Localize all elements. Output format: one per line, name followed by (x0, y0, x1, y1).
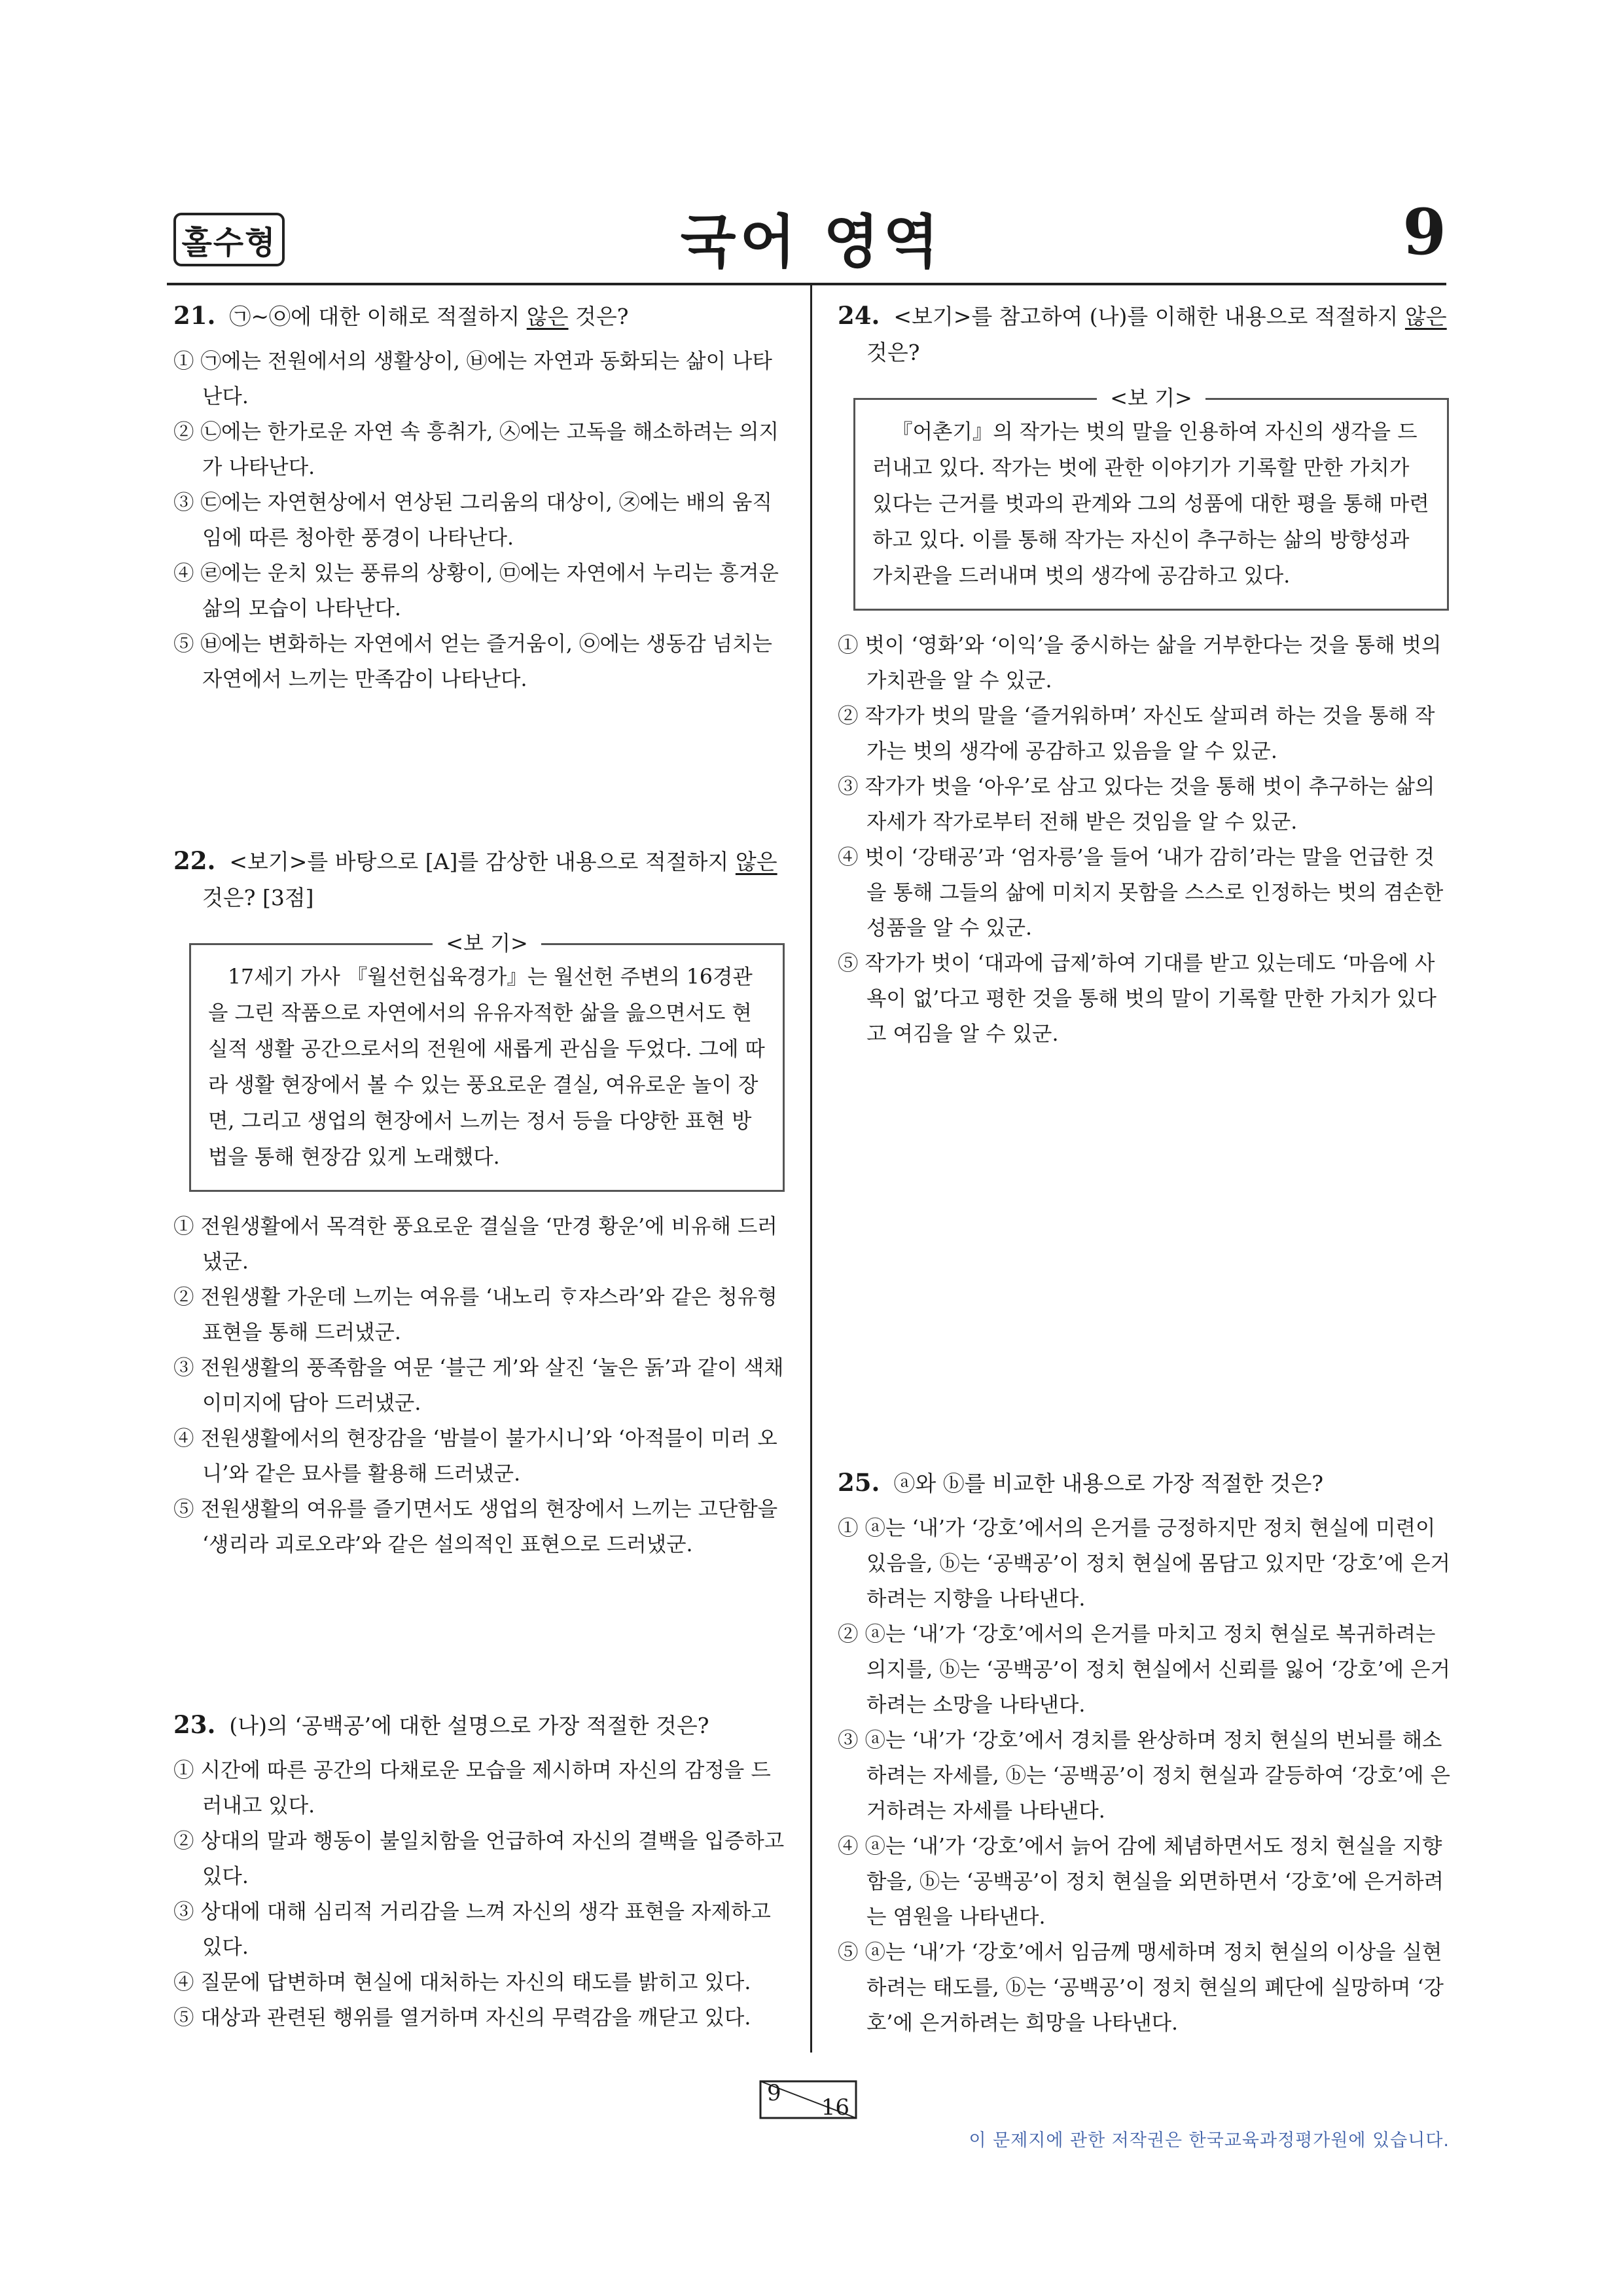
page-title: 국어 영역 (680, 208, 943, 276)
emphasis-not: 않은 (735, 849, 777, 874)
reference-box-label: <보 기> (433, 931, 541, 956)
option-1[interactable]: ① ⓐ는 ‘내’가 ‘강호’에서의 은거를 긍정하지만 정치 현실에 미련이 있음을, ⓑ는 ‘공백공’이 정치 현실에 몸담고 있지만 ‘강호’에 은거하려는 지향을 나타낸다. (838, 1516, 1450, 1611)
form-type-badge: 홀수형 (173, 213, 285, 266)
header-rule (167, 283, 1446, 285)
reference-box-label: <보 기> (1097, 386, 1205, 410)
option-list (173, 1209, 789, 1562)
question-stem: 24. <보기>를 참고하여 (나)를 이해한 내용으로 적절하지 않은 것은? (838, 301, 1447, 365)
question-stem: 21. ㉠~㉧에 대한 이해로 적절하지 않은 것은? (173, 301, 629, 330)
option-1[interactable]: ① 시간에 따른 공간의 다채로운 모습을 제시하며 자신의 감정을 드러내고 있다. (173, 1759, 771, 1818)
reference-box-text: 『어촌기』의 작가는 벗의 말을 인용하여 자신의 생각을 드러내고 있다. 작가는 벗에 관한 이야기가 기록할 만한 가치가 있다는 근거를 벗과의 관계와 그의 성품에 대한 평을 통해 마련하고 있다. 이를 통해 작가는 자신이 추구하는 삶의 방향성과 가치관을 드러내며 벗의 생각에 공감하고 있다. (872, 420, 1429, 588)
option-3[interactable]: ③ ⓐ는 ‘내’가 ‘강호’에서 경치를 완상하며 정치 현실의 번뇌를 해소하려는 자세를, ⓑ는 ‘공백공’이 정치 현실과 갈등하여 ‘강호’에 은거하려는 자세를 나타낸다. (838, 1729, 1450, 1823)
emphasis-not: 않은 (1404, 304, 1447, 329)
option-5[interactable]: ⑤ ㉥에는 변화하는 자연에서 얻는 즐거움이, ㉧에는 생동감 넘치는 자연에서 느끼는 만족감이 나타난다. (173, 632, 772, 691)
question-21 (173, 298, 789, 697)
question-number: 24. (838, 301, 880, 330)
option-1[interactable]: ① 전원생활에서 목격한 풍요로운 결실을 ‘만경 황운’에 비유해 드러냈군. (173, 1215, 777, 1274)
reference-box-text: 17세기 가사 『월선헌십육경가』는 월선헌 주변의 16경관을 그린 작품으로 자연에서의 유유자적한 삶을 읊으면서도 현실적 생활 공간으로서의 전원에 새롭게 관심을 두었다. 그에 따라 생활 현장에서 볼 수 있는 풍요로운 결실, 여유로운 놀이 장면, 그리고 생업의 현장에서 느끼는 정서 등을 다양한 표현 방법을 통해 현장감 있게 노래했다. (208, 965, 765, 1169)
option-4[interactable]: ④ 질문에 답변하며 현실에 대처하는 자신의 태도를 밝히고 있다. (173, 1971, 751, 1994)
column-divider (810, 285, 812, 2053)
option-5[interactable]: ⑤ 대상과 관련된 행위를 열거하며 자신의 무력감을 깨닫고 있다. (173, 2006, 751, 2030)
question-22 (173, 843, 789, 1562)
option-4[interactable]: ④ 전원생활에서의 현장감을 ‘밤블이 불가시니’와 ‘아적믈이 미러 오니’와 같은 묘사를 활용해 드러냈군. (173, 1427, 777, 1486)
emphasis-not: 않은 (526, 304, 569, 329)
footer-page-current: 9 (767, 2080, 781, 2106)
question-stem: 25. ⓐ와 ⓑ를 비교한 내용으로 가장 적절한 것은? (838, 1468, 1324, 1497)
reference-box (853, 386, 1449, 611)
option-list (173, 344, 789, 697)
question-23 (173, 1707, 789, 2036)
question-stem: 23. (나)의 ‘공백공’에 대한 설명으로 가장 적절한 것은? (173, 1710, 709, 1739)
option-3[interactable]: ③ ㉢에는 자연현상에서 연상된 그리움의 대상이, ㉨에는 배의 움직임에 따른 청아한 풍경이 나타난다. (173, 491, 772, 550)
option-3[interactable]: ③ 상대에 대해 심리적 거리감을 느껴 자신의 생각 표현을 자제하고 있다. (173, 1900, 771, 1959)
option-3[interactable]: ③ 전원생활의 풍족함을 여문 ‘블근 게’와 살진 ‘눌은 돍’과 같이 색채 이미지에 담아 드러냈군. (173, 1356, 784, 1415)
option-4[interactable]: ④ 벗이 ‘강태공’과 ‘엄자릉’을 들어 ‘내가 감히’라는 말을 언급한 것을 통해 그들의 삶에 미치지 못함을 스스로 인정하는 벗의 겸손한 성품을 알 수 있군. (838, 846, 1444, 940)
option-2[interactable]: ② 작가가 벗의 말을 ‘즐거워하며’ 자신도 살피려 하는 것을 통해 작가는 벗의 생각에 공감하고 있음을 알 수 있군. (838, 704, 1435, 763)
question-stem: 22. <보기>를 바탕으로 [A]를 감상한 내용으로 적절하지 않은 것은? [3점] (173, 846, 777, 910)
page-number: 9 (1402, 195, 1446, 269)
option-4[interactable]: ④ ㉣에는 운치 있는 풍류의 상황이, ㉤에는 자연에서 누리는 흥겨운 삶의 모습이 나타난다. (173, 562, 779, 620)
option-2[interactable]: ② 전원생활 가운데 느끼는 여유를 ‘내노리 ᄒᆞ쟈스라’와 같은 청유형 표현을 통해 드러냈군. (173, 1285, 777, 1344)
question-24 (838, 298, 1453, 1052)
option-3[interactable]: ③ 작가가 벗을 ‘아우’로 삼고 있다는 것을 통해 벗이 추구하는 삶의 자세가 작가로부터 전해 받은 것임을 알 수 있군. (838, 775, 1435, 834)
option-list (173, 1753, 789, 2036)
option-5[interactable]: ⑤ 작가가 벗이 ‘대과에 급제’하여 기대를 받고 있는데도 ‘마음에 사욕이 없’다고 평한 것을 통해 벗의 말이 기록할 만한 가치가 있다고 여김을 알 수 있군. (838, 952, 1436, 1046)
question-number: 23. (173, 1710, 216, 1739)
option-2[interactable]: ② ⓐ는 ‘내’가 ‘강호’에서의 은거를 마치고 정치 현실로 복귀하려는 의지를, ⓑ는 ‘공백공’이 정치 현실에서 신뢰를 잃어 ‘강호’에 은거하려는 소망을 나타낸다. (838, 1623, 1450, 1717)
option-list (838, 628, 1453, 1052)
option-4[interactable]: ④ ⓐ는 ‘내’가 ‘강호’에서 늙어 감에 체념하면서도 정치 현실을 지향함을, ⓑ는 ‘공백공’이 정치 현실을 외면하면서 ‘강호’에 은거하려는 염원을 나타낸다. (838, 1835, 1444, 1929)
footer-page-total: 16 (821, 2094, 849, 2121)
option-5[interactable]: ⑤ ⓐ는 ‘내’가 ‘강호’에서 임금께 맹세하며 정치 현실의 이상을 실현하려는 태도를, ⓑ는 ‘공백공’이 정치 현실의 폐단에 실망하며 ‘강호’에 은거하려는 희망을 나타낸다. (838, 1941, 1444, 2035)
question-number: 21. (173, 301, 216, 330)
option-list (838, 1511, 1453, 2041)
question-25 (838, 1465, 1453, 2041)
option-1[interactable]: ① 벗이 ‘영화’와 ‘이익’을 중시하는 삶을 거부한다는 것을 통해 벗의 가치관을 알 수 있군. (838, 634, 1442, 692)
question-number: 22. (173, 846, 216, 875)
reference-box (189, 931, 785, 1192)
option-2[interactable]: ② ㉡에는 한가로운 자연 속 흥취가, ㉦에는 고독을 해소하려는 의지가 나타난다. (173, 420, 779, 479)
copyright-notice: 이 문제지에 관한 저작권은 한국교육과정평가원에 있습니다. (969, 2130, 1450, 2151)
footer-page-indicator (759, 2080, 857, 2119)
option-1[interactable]: ① ㉠에는 전원에서의 생활상이, ㉥에는 자연과 동화되는 삶이 나타난다. (173, 350, 772, 408)
option-5[interactable]: ⑤ 전원생활의 여유를 즐기면서도 생업의 현장에서 느끼는 고단함을 ‘생리라 괴로오랴’와 같은 설의적인 표현으로 드러냈군. (173, 1498, 778, 1556)
question-number: 25. (838, 1468, 880, 1497)
option-2[interactable]: ② 상대의 말과 행동이 불일치함을 언급하여 자신의 결백을 입증하고 있다. (173, 1829, 785, 1888)
